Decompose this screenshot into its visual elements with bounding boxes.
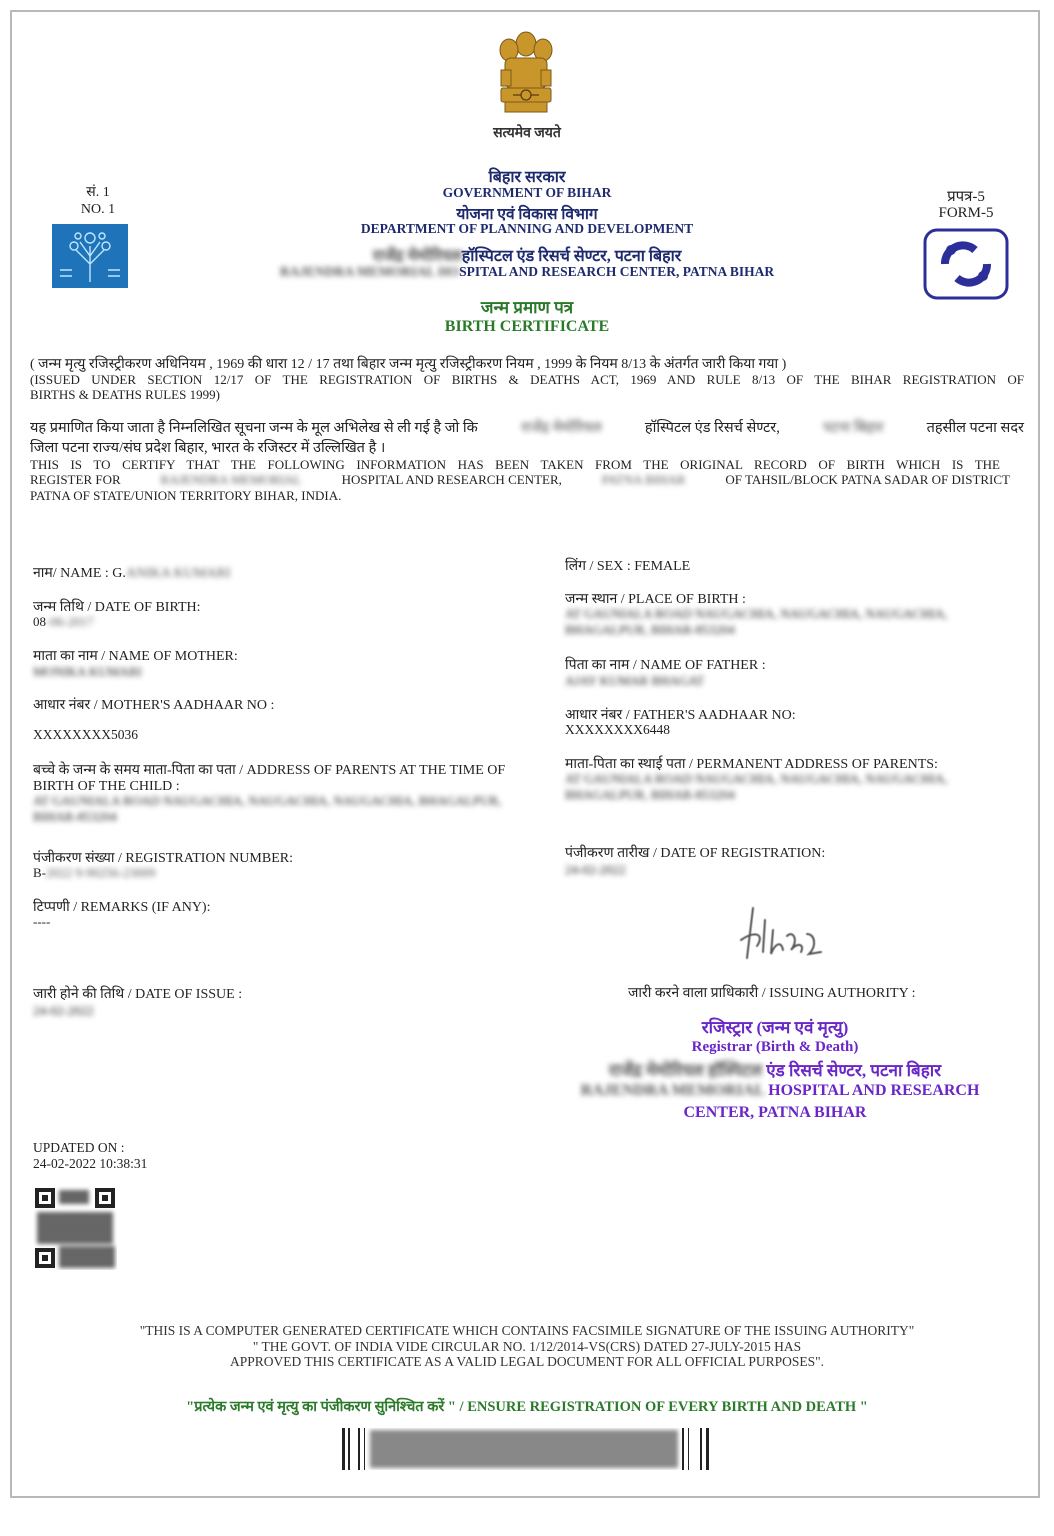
permanent-address-value-line1: AT GAUNIALA ROAD NAUGACHIA, NAUGACHIA, NAUGACHIA, (565, 771, 948, 786)
footer-note-line3: APPROVED THIS CERTIFICATE AS A VALID LEGAL DOCUMENT FOR ALL OFFICIAL PURPOSES". (229, 1354, 825, 1369)
certify-hi-line1: यह प्रमाणित किया जाता है निम्नलिखित सूचना जन्म के मूल अभिलेख से ली गई है जो कि राजेंद्र मेमोरियल हॉस्पिटल एंड रिसर्च सेण्टर, पटना बिहार तहसील पटना सदर (30, 420, 1024, 436)
gov-title-en: GOVERNMENT OF BIHAR (442, 185, 612, 200)
national-emblem-icon (491, 26, 561, 122)
sex-field: लिंग / SEX : FEMALE (565, 559, 691, 574)
dept-title-hi: योजना एवं विकास विभाग (456, 206, 598, 223)
updated-on-value: 24-02-2022 10:38:31 (33, 1156, 148, 1171)
act-reference-hi: ( जन्म मृत्यु रजिस्ट्रीकरण अधिनियम , 1969 की धारा 12 / 17 तथा बिहार जन्म मृत्यु रजिस्ट्रीकरण नियम , 1999 के नियम 8/13 के अंतर्गत जारी किया गया ) (30, 357, 787, 372)
authority-title-en: Registrar (Birth & Death) (691, 1039, 859, 1055)
updated-on-label: UPDATED ON : (33, 1140, 125, 1155)
place-of-birth-value-line1: AT GAUNIALA ROAD NAUGACHIA, NAUGACHIA, NAUGACHIA, (565, 606, 948, 621)
crs-logo-icon (923, 228, 1009, 300)
footer-note-line2: " THE GOVT. OF INDIA VIDE CIRCULAR NO. 1/12/2014-VS(CRS) DATED 27-JULY-2015 HAS (252, 1339, 802, 1354)
qr-code[interactable] (33, 1186, 117, 1270)
serial-no-en: NO. 1 (80, 202, 116, 217)
certificate-title-hi: जन्म प्रमाण पत्र (480, 298, 574, 317)
dob-label: जन्म तिथि / DATE OF BIRTH: (33, 600, 201, 615)
birth-address-label: बच्चे के जन्म के समय माता-पिता का पता / ADDRESS OF PARENTS AT THE TIME OF BIRTH OF THE CHILD : (33, 763, 506, 794)
registration-date-label: पंजीकरण तारीख / DATE OF REGISTRATION: (565, 846, 826, 861)
certify-hi-line2: जिला पटना राज्य/संघ प्रदेश बिहार, भारत के रजिस्टर में उल्लिखित है । (30, 440, 386, 456)
emblem-motto: सत्यमेव जयते (493, 126, 561, 141)
barcode (342, 1428, 712, 1470)
footer-note-line1: "THIS IS A COMPUTER GENERATED CERTIFICATE WHICH CONTAINS FACSIMILE SIGNATURE OF THE ISSUING AUTHORITY" (139, 1323, 915, 1338)
registration-date-value: 24-02-2022 (565, 862, 626, 877)
certify-en-line2: REGISTER FOR RAJENDRA MEMORIAL HOSPITAL AND RESEARCH CENTER, PATNA BIHAR OF TAHSIL/BLOCK PATNA SADAR OF DISTRICT (30, 472, 1010, 487)
dob-value: 08-06-2017 (33, 614, 94, 629)
birth-address-value-line2: BIHAR-853204 (33, 809, 117, 824)
authority-hospital-hi: राजेंद्र मेमोरियल हॉस्पिटल एंड रिसर्च सेण्टर, पटना बिहार (608, 1061, 942, 1080)
registration-number-label: पंजीकरण संख्या / REGISTRATION NUMBER: (33, 851, 293, 866)
mother-name-value: MONIKA KUMARI (33, 664, 142, 679)
bihar-govt-logo-icon (52, 224, 128, 288)
registration-number-value: B-2022 9-90256-23009 (33, 865, 156, 880)
act-reference-en-line2: BIRTHS & DEATHS RULES 1999) (30, 387, 220, 402)
hospital-title-en: RAJENDRA MEMORIAL HOSPITAL AND RESEARCH CENTER, PATNA BIHAR (279, 264, 775, 279)
dept-title-en: DEPARTMENT OF PLANNING AND DEVELOPMENT (360, 221, 694, 236)
registrar-signature (735, 900, 825, 966)
issuing-authority-label: जारी करने वाला प्राधिकारी / ISSUING AUTHORITY : (628, 986, 916, 1001)
gov-title-hi: बिहार सरकार (488, 169, 566, 186)
form-no-hi: प्रपत्र-5 (947, 189, 985, 205)
authority-hospital-en-line2: CENTER, PATNA BIHAR (683, 1104, 867, 1121)
remarks-value: ---- (33, 914, 51, 929)
remarks-label: टिप्पणी / REMARKS (IF ANY): (33, 900, 211, 915)
permanent-address-label: माता-पिता का स्थाई पता / PERMANENT ADDRESS OF PARENTS: (565, 757, 938, 772)
place-of-birth-value-line2: BHAGALPUR, BIHAR-853204 (565, 622, 735, 637)
mother-aadhaar-value: XXXXXXXX5036 (33, 727, 138, 742)
certify-en-line3: PATNA OF STATE/UNION TERRITORY BIHAR, INDIA. (30, 488, 342, 503)
father-aadhaar-value: XXXXXXXX6448 (565, 722, 670, 737)
place-of-birth-label: जन्म स्थान / PLACE OF BIRTH : (565, 592, 746, 607)
certify-en-line1: THIS IS TO CERTIFY THAT THE FOLLOWING INFORMATION HAS BEEN TAKEN FROM THE ORIGINAL RECORD OF BIRTH WHICH IS THE (30, 457, 1000, 472)
issue-date-value: 24-02-2022 (33, 1003, 94, 1018)
act-reference-en-line1: (ISSUED UNDER SECTION 12/17 OF THE REGISTRATION OF BIRTHS & DEATHS ACT, 1969 AND RULE 8/13 OF THE BIHAR REGISTRATION OF (30, 372, 1024, 387)
issue-date-label: जारी होने की तिथि / DATE OF ISSUE : (33, 987, 243, 1002)
serial-no-hi: सं. 1 (86, 185, 110, 200)
mother-name-label: माता का नाम / NAME OF MOTHER: (33, 649, 238, 664)
certificate-title-en: BIRTH CERTIFICATE (444, 318, 610, 335)
father-name-value: AJAY KUMAR BHAGAT (565, 673, 705, 688)
father-name-label: पिता का नाम / NAME OF FATHER : (565, 658, 766, 673)
form-no-en: FORM-5 (938, 205, 994, 221)
mother-aadhaar-label: आधार नंबर / MOTHER'S AADHAAR NO : (33, 698, 275, 713)
hospital-title-hi: राजेंद्र मेमोरियलहॉस्पिटल एंड रिसर्च सेण्टर, पटना बिहार (372, 248, 682, 265)
birth-address-value-line1: AT GAUNIALA ROAD NAUGACHIA, NAUGACHIA, NAUGACHIA, BHAGALPUR, (33, 793, 502, 808)
permanent-address-value-line2: BHAGALPUR, BIHAR-853204 (565, 787, 735, 802)
registration-slogan: "प्रत्येक जन्म एवं मृत्यु का पंजीकरण सुनिश्चित करें " / ENSURE REGISTRATION OF EVERY BIRTH AND DEATH " (186, 1399, 868, 1415)
father-aadhaar-label: आधार नंबर / FATHER'S AADHAAR NO: (565, 708, 796, 723)
name-field: नाम/ NAME : G.ANIKA KUMARI (33, 566, 231, 581)
authority-title-hi: रजिस्ट्रार (जन्म एवं मृत्यु) (701, 1018, 849, 1037)
authority-hospital-en-line1: RAJENDRA MEMORIAL HOSPITAL AND RESEARCH (580, 1082, 980, 1099)
